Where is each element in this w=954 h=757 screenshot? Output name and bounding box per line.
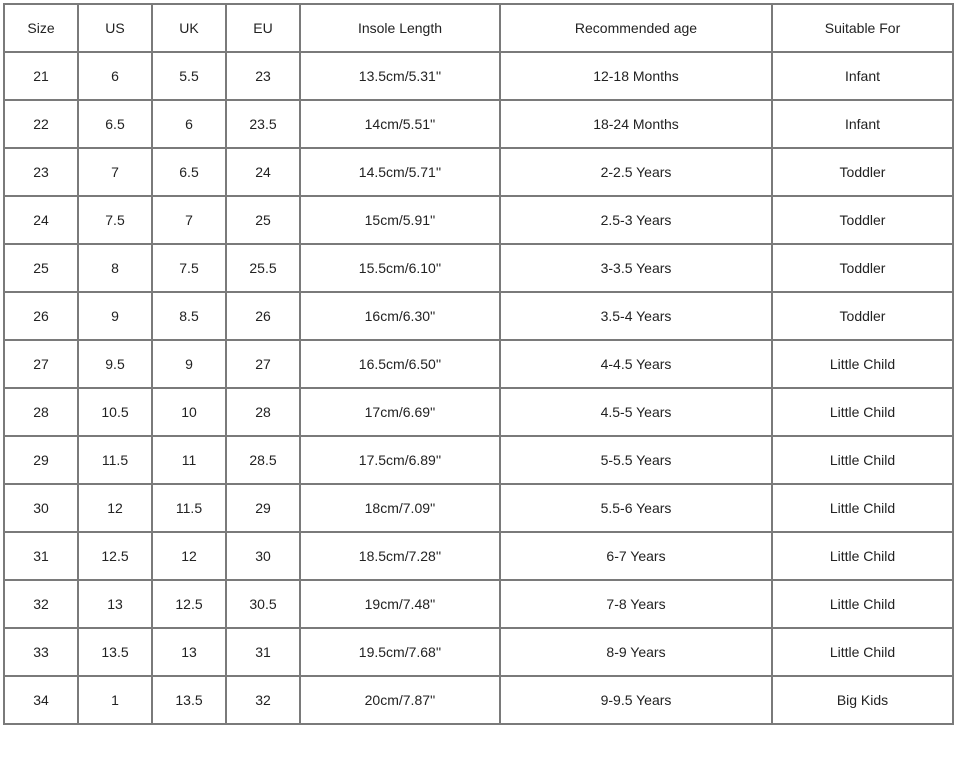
cell-insole-length: 16cm/6.30'' bbox=[300, 292, 500, 340]
cell-insole-length: 19cm/7.48'' bbox=[300, 580, 500, 628]
cell-uk: 12.5 bbox=[152, 580, 226, 628]
cell-suitable-for: Little Child bbox=[772, 580, 953, 628]
cell-suitable-for: Toddler bbox=[772, 292, 953, 340]
table-row bbox=[4, 52, 953, 100]
table-row bbox=[4, 388, 953, 436]
cell-insole-length: 14.5cm/5.71'' bbox=[300, 148, 500, 196]
cell-insole-length: 15.5cm/6.10'' bbox=[300, 244, 500, 292]
cell-suitable-for: Toddler bbox=[772, 148, 953, 196]
table-row bbox=[4, 580, 953, 628]
header-uk: UK bbox=[152, 4, 226, 52]
cell-uk: 11 bbox=[152, 436, 226, 484]
cell-us: 11.5 bbox=[78, 436, 152, 484]
header-row bbox=[4, 4, 953, 52]
cell-us: 13.5 bbox=[78, 628, 152, 676]
table-row bbox=[4, 676, 953, 724]
cell-eu: 23 bbox=[226, 52, 300, 100]
cell-recommended-age: 3.5-4 Years bbox=[500, 292, 772, 340]
cell-us: 9 bbox=[78, 292, 152, 340]
cell-suitable-for: Little Child bbox=[772, 340, 953, 388]
cell-size: 28 bbox=[4, 388, 78, 436]
cell-uk: 12 bbox=[152, 532, 226, 580]
size-chart-container bbox=[3, 3, 954, 725]
header-us: US bbox=[78, 4, 152, 52]
cell-uk: 5.5 bbox=[152, 52, 226, 100]
cell-recommended-age: 9-9.5 Years bbox=[500, 676, 772, 724]
cell-us: 10.5 bbox=[78, 388, 152, 436]
cell-uk: 9 bbox=[152, 340, 226, 388]
cell-eu: 30 bbox=[226, 532, 300, 580]
cell-eu: 31 bbox=[226, 628, 300, 676]
cell-eu: 28 bbox=[226, 388, 300, 436]
cell-size: 21 bbox=[4, 52, 78, 100]
table-row bbox=[4, 148, 953, 196]
cell-recommended-age: 12-18 Months bbox=[500, 52, 772, 100]
cell-size: 31 bbox=[4, 532, 78, 580]
table-body bbox=[4, 52, 953, 724]
cell-suitable-for: Toddler bbox=[772, 244, 953, 292]
cell-size: 22 bbox=[4, 100, 78, 148]
cell-suitable-for: Little Child bbox=[772, 436, 953, 484]
cell-suitable-for: Big Kids bbox=[772, 676, 953, 724]
table-row bbox=[4, 292, 953, 340]
cell-uk: 13 bbox=[152, 628, 226, 676]
cell-size: 33 bbox=[4, 628, 78, 676]
cell-suitable-for: Infant bbox=[772, 52, 953, 100]
cell-recommended-age: 4-4.5 Years bbox=[500, 340, 772, 388]
cell-eu: 30.5 bbox=[226, 580, 300, 628]
cell-insole-length: 14cm/5.51'' bbox=[300, 100, 500, 148]
cell-eu: 29 bbox=[226, 484, 300, 532]
cell-recommended-age: 4.5-5 Years bbox=[500, 388, 772, 436]
cell-uk: 13.5 bbox=[152, 676, 226, 724]
cell-eu: 26 bbox=[226, 292, 300, 340]
cell-us: 13 bbox=[78, 580, 152, 628]
cell-suitable-for: Little Child bbox=[772, 388, 953, 436]
table-row bbox=[4, 100, 953, 148]
table-row bbox=[4, 628, 953, 676]
cell-eu: 27 bbox=[226, 340, 300, 388]
cell-size: 27 bbox=[4, 340, 78, 388]
cell-uk: 7 bbox=[152, 196, 226, 244]
header-size: Size bbox=[4, 4, 78, 52]
table-row bbox=[4, 196, 953, 244]
cell-size: 32 bbox=[4, 580, 78, 628]
cell-uk: 7.5 bbox=[152, 244, 226, 292]
cell-recommended-age: 7-8 Years bbox=[500, 580, 772, 628]
cell-insole-length: 17.5cm/6.89'' bbox=[300, 436, 500, 484]
cell-insole-length: 20cm/7.87'' bbox=[300, 676, 500, 724]
cell-suitable-for: Little Child bbox=[772, 484, 953, 532]
cell-recommended-age: 3-3.5 Years bbox=[500, 244, 772, 292]
cell-eu: 32 bbox=[226, 676, 300, 724]
cell-insole-length: 15cm/5.91'' bbox=[300, 196, 500, 244]
header-eu: EU bbox=[226, 4, 300, 52]
cell-us: 12.5 bbox=[78, 532, 152, 580]
cell-insole-length: 18.5cm/7.28'' bbox=[300, 532, 500, 580]
cell-uk: 8.5 bbox=[152, 292, 226, 340]
cell-recommended-age: 2.5-3 Years bbox=[500, 196, 772, 244]
table-row bbox=[4, 532, 953, 580]
cell-size: 29 bbox=[4, 436, 78, 484]
cell-insole-length: 17cm/6.69'' bbox=[300, 388, 500, 436]
header-suitable-for: Suitable For bbox=[772, 4, 953, 52]
cell-suitable-for: Little Child bbox=[772, 532, 953, 580]
cell-us: 1 bbox=[78, 676, 152, 724]
cell-size: 24 bbox=[4, 196, 78, 244]
cell-eu: 23.5 bbox=[226, 100, 300, 148]
cell-uk: 10 bbox=[152, 388, 226, 436]
cell-uk: 6 bbox=[152, 100, 226, 148]
cell-eu: 24 bbox=[226, 148, 300, 196]
header-insole-length: Insole Length bbox=[300, 4, 500, 52]
cell-recommended-age: 2-2.5 Years bbox=[500, 148, 772, 196]
cell-recommended-age: 8-9 Years bbox=[500, 628, 772, 676]
cell-size: 23 bbox=[4, 148, 78, 196]
cell-eu: 25.5 bbox=[226, 244, 300, 292]
cell-us: 6 bbox=[78, 52, 152, 100]
cell-recommended-age: 5-5.5 Years bbox=[500, 436, 772, 484]
table-row bbox=[4, 436, 953, 484]
cell-suitable-for: Infant bbox=[772, 100, 953, 148]
header-recommended-age: Recommended age bbox=[500, 4, 772, 52]
cell-us: 7.5 bbox=[78, 196, 152, 244]
cell-size: 26 bbox=[4, 292, 78, 340]
cell-size: 25 bbox=[4, 244, 78, 292]
cell-recommended-age: 18-24 Months bbox=[500, 100, 772, 148]
cell-insole-length: 19.5cm/7.68'' bbox=[300, 628, 500, 676]
cell-us: 7 bbox=[78, 148, 152, 196]
cell-eu: 25 bbox=[226, 196, 300, 244]
cell-us: 8 bbox=[78, 244, 152, 292]
cell-us: 9.5 bbox=[78, 340, 152, 388]
table-row bbox=[4, 244, 953, 292]
cell-insole-length: 16.5cm/6.50'' bbox=[300, 340, 500, 388]
table-row bbox=[4, 484, 953, 532]
cell-uk: 6.5 bbox=[152, 148, 226, 196]
cell-suitable-for: Toddler bbox=[772, 196, 953, 244]
cell-recommended-age: 5.5-6 Years bbox=[500, 484, 772, 532]
cell-insole-length: 18cm/7.09'' bbox=[300, 484, 500, 532]
cell-eu: 28.5 bbox=[226, 436, 300, 484]
cell-us: 12 bbox=[78, 484, 152, 532]
cell-size: 30 bbox=[4, 484, 78, 532]
cell-size: 34 bbox=[4, 676, 78, 724]
cell-uk: 11.5 bbox=[152, 484, 226, 532]
cell-us: 6.5 bbox=[78, 100, 152, 148]
cell-insole-length: 13.5cm/5.31'' bbox=[300, 52, 500, 100]
size-chart-table bbox=[3, 3, 954, 725]
cell-recommended-age: 6-7 Years bbox=[500, 532, 772, 580]
cell-suitable-for: Little Child bbox=[772, 628, 953, 676]
table-row bbox=[4, 340, 953, 388]
